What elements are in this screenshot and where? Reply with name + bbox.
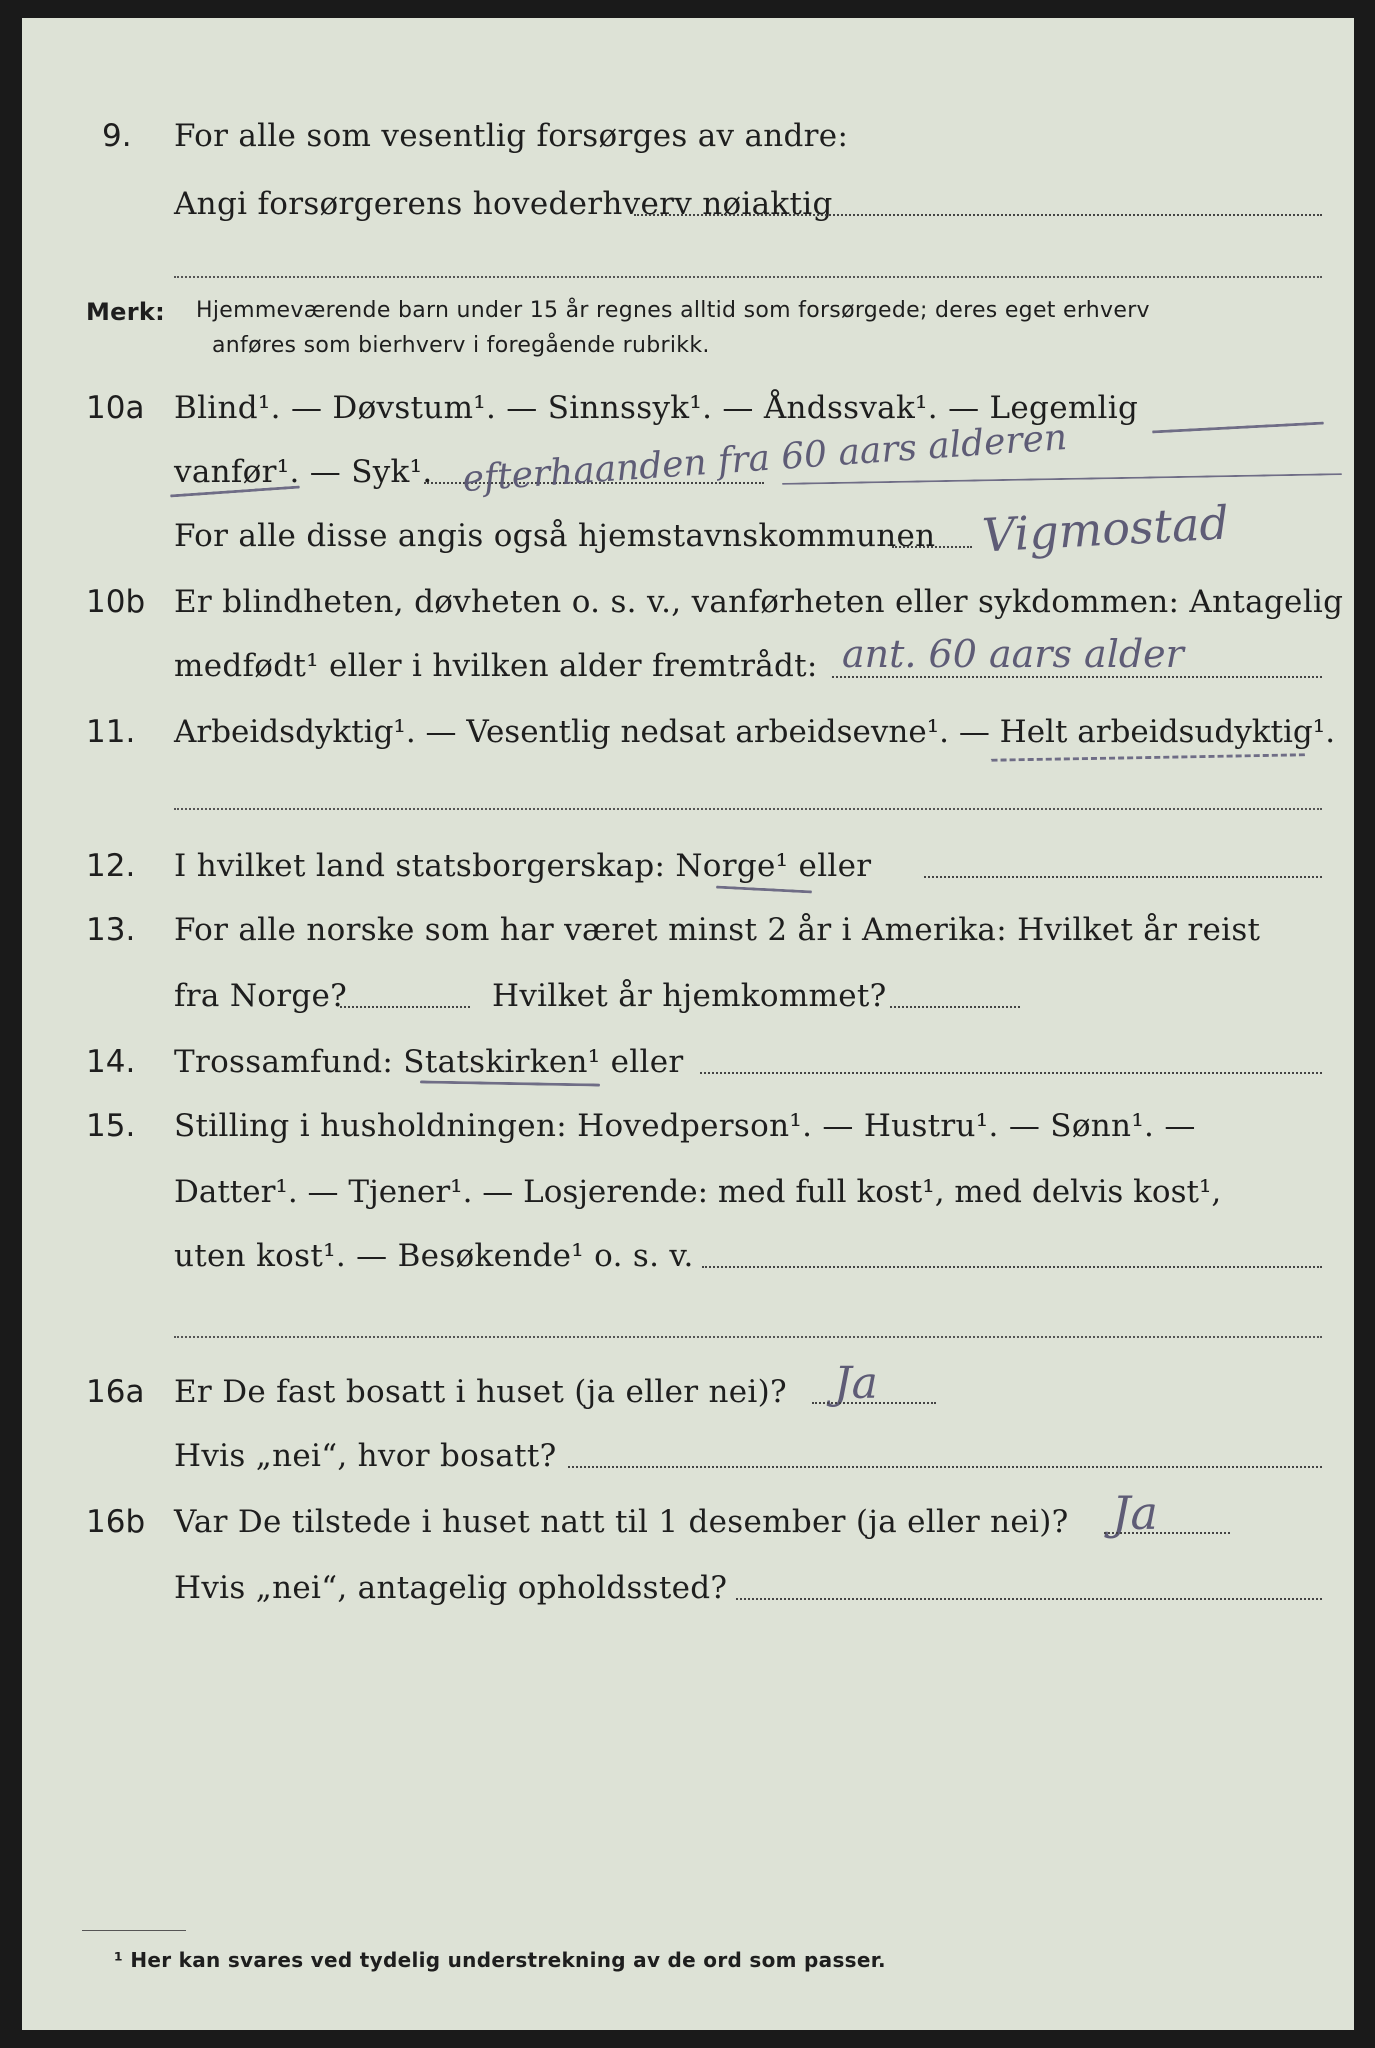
footnote: ¹ Her kan svares ved tydelig understrekning av de ord som passer. <box>114 1948 886 1972</box>
question-10b-number: 10b <box>86 584 146 620</box>
question-10b-line2: medfødt¹ eller i hvilken alder fremtrådt: <box>174 648 818 684</box>
legemlig-underline <box>1152 422 1324 434</box>
helt-arbeidsudyktig-underline <box>990 753 1306 762</box>
question-11-number: 11. <box>86 714 136 750</box>
merk-line1: Hjemmeværende barn under 15 år regnes alltid som forsørgede; deres eget erhverv <box>196 298 1150 323</box>
tilstede-line[interactable] <box>1104 1532 1230 1534</box>
question-13-line2a: fra Norge? <box>174 978 348 1014</box>
question-9-line1: For alle som vesentlig forsørges av andre: <box>174 118 849 154</box>
question-16b-line1: Var De tilstede i huset natt til 1 desember (ja eller nei)? <box>174 1504 1069 1540</box>
hjemkommet-line[interactable] <box>890 1006 1020 1008</box>
question-10b-line1: Er blindheten, døvheten o. s. v., vanførheten eller sykdommen: Antagelig <box>174 584 1344 620</box>
footnote-rule <box>82 1930 186 1931</box>
opholdssted-line[interactable] <box>736 1598 1322 1600</box>
handwritten-syk-answer: efterhaanden fra 60 aars alderen <box>461 416 1069 501</box>
question-15-answer-line[interactable] <box>702 1266 1322 1268</box>
question-12-number: 12. <box>86 848 136 884</box>
bosatt-line[interactable] <box>812 1402 936 1404</box>
norge-underline <box>716 885 812 893</box>
hjemstavn-line[interactable] <box>892 546 972 548</box>
reist-fra-norge-line[interactable] <box>340 1006 470 1008</box>
question-15-number: 15. <box>86 1108 136 1144</box>
question-16b-line2: Hvis „nei“, antagelig opholdssted? <box>174 1570 728 1606</box>
question-14-line1: Trossamfund: Statskirken¹ eller <box>174 1044 684 1080</box>
merk-line2: anføres som bierhverv i foregående rubrikk. <box>212 333 710 358</box>
handwritten-tilstede-answer: Ja <box>1112 1486 1158 1540</box>
question-16a-number: 16a <box>86 1374 145 1410</box>
syk-strike-line <box>782 473 1342 485</box>
handwritten-alder-answer: ant. 60 aars alder <box>842 632 1184 676</box>
question-15-line1: Stilling i husholdningen: Hovedperson¹. — Hustru¹. — Sønn¹. — <box>174 1108 1196 1144</box>
question-11-line1: Arbeidsdyktig¹. — Vesentlig nedsat arbeidsevne¹. — Helt arbeidsudyktig¹. <box>174 714 1336 750</box>
question-15-line3: uten kost¹. — Besøkende¹ o. s. v. <box>174 1238 694 1274</box>
question-10a-line3: For alle disse angis også hjemstavnskommunen <box>174 518 936 554</box>
question-10a-line2: vanfør¹. — Syk¹. <box>174 454 433 490</box>
handwritten-hjemstavn-answer: Vigmostad <box>980 495 1231 563</box>
hvor-bosatt-line[interactable] <box>568 1466 1322 1468</box>
question-11-blank-line[interactable] <box>174 808 1322 810</box>
question-16b-number: 16b <box>86 1504 146 1540</box>
alder-line[interactable] <box>832 676 1322 678</box>
question-15-blank-line[interactable] <box>174 1336 1322 1338</box>
census-form-page <box>22 18 1354 2030</box>
question-9-number: 9. <box>102 118 132 154</box>
question-16a-line2: Hvis „nei“, hvor bosatt? <box>174 1438 557 1474</box>
merk-label: Merk: <box>86 298 166 326</box>
question-12-line1: I hvilket land statsborgerskap: Norge¹ eller <box>174 848 872 884</box>
question-14-answer-line[interactable] <box>700 1072 1322 1074</box>
question-13-line2b: Hvilket år hjemkommet? <box>492 978 887 1014</box>
question-13-line1: For alle norske som har været minst 2 år i Amerika: Hvilket år reist <box>174 912 1261 948</box>
handwritten-bosatt-answer: Ja <box>834 1358 878 1409</box>
question-15-line2: Datter¹. — Tjener¹. — Losjerende: med full kost¹, med delvis kost¹, <box>174 1174 1222 1210</box>
statskirken-underline <box>420 1080 600 1086</box>
question-16a-line1: Er De fast bosatt i huset (ja eller nei)? <box>174 1374 787 1410</box>
question-10a-number: 10a <box>86 390 145 426</box>
question-14-number: 14. <box>86 1044 136 1080</box>
question-13-number: 13. <box>86 912 136 948</box>
question-9-blank-line[interactable] <box>174 276 1322 278</box>
question-9-line2: Angi forsørgerens hovederhverv nøiaktig <box>174 186 833 222</box>
question-9-answer-line[interactable] <box>634 214 1322 216</box>
question-10a-line1: Blind¹. — Døvstum¹. — Sinnssyk¹. — Åndssvak¹. — Legemlig <box>174 390 1139 426</box>
question-12-answer-line[interactable] <box>924 876 1322 878</box>
